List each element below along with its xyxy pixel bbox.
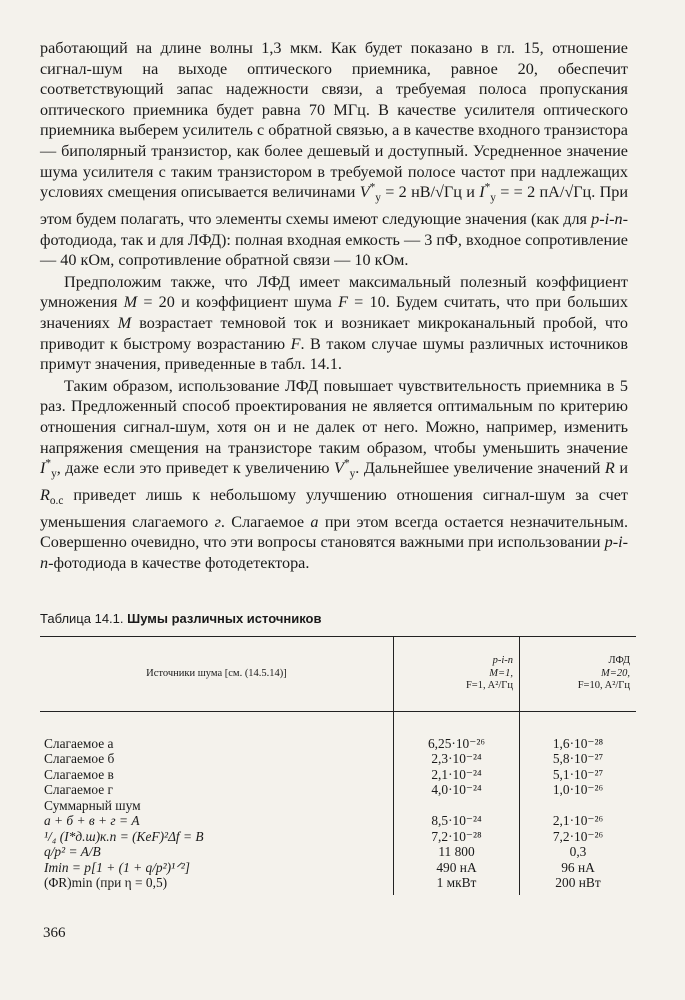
row-pin-value: 2,1·10⁻²⁴ bbox=[394, 767, 520, 783]
row-pin-value: 490 нА bbox=[394, 860, 520, 876]
table-row bbox=[40, 782, 636, 798]
page-number: 366 bbox=[43, 925, 66, 941]
body-text bbox=[40, 38, 628, 574]
row-apd-value: 5,8·10⁻²⁷ bbox=[552, 751, 604, 766]
header-pin-line-3: F=1, A²/Гц bbox=[465, 680, 513, 691]
row-label: а + б + в + г = A bbox=[40, 813, 394, 829]
row-apd-value: 5,1·10⁻²⁷ bbox=[552, 766, 604, 782]
table-caption-number: Таблица 14.1. bbox=[40, 611, 124, 626]
row-label: q/p² = A/B bbox=[40, 844, 394, 860]
header-pin-line-1: p-i-n bbox=[492, 655, 513, 666]
paragraph-1: работающий на длине волны 1,3 мкм. Как будет показано в гл. 15, отношение сигнал-шум на выходе оптического приемника, равное 20, обеспечит соответствующий запас надежности связи, а требуемая полоса пропускания оптического приемника будет равна 70 МГц. В качестве усилителя оптического приемника выберем усилитель с обратной связью, а в качестве входного транзистора — биполярный транзистор, как более дешевый и доступный. Усредненное значение шума усилителя с таким транзистором в требуемой полосе частот при надлежащих условиях смещения описывается величинами $V^*_y = 2$ нВ/√Гц и $I^*_y$ = = 2 пА/√Гц. При этом будем полагать, что элементы схемы имеют следующие значения (как для p-i-n-фотодиода, так и для ЛФД): полная входная емкость — 3 пФ, входное сопротивление — 40 кОм, сопротивление обратной связи — 10 кОм. bbox=[40, 39, 629, 270]
row-apd-value: 1,6·10⁻²⁸ bbox=[552, 735, 604, 751]
table-row bbox=[40, 813, 636, 829]
table-caption-title: Шумы различных источников bbox=[127, 611, 322, 626]
row-label: (ΦR)min (при η = 0,5) bbox=[40, 875, 394, 891]
row-pin-value: 11 800 bbox=[394, 844, 520, 860]
header-apd-line-3: F=10, A²/Гц bbox=[577, 680, 630, 691]
row-label: Слагаемое в bbox=[40, 767, 394, 783]
row-label: Суммарный шум bbox=[40, 798, 394, 814]
paragraph-3: Таким образом, использование ЛФД повышает чувствительность приемника в 5 раз. Предложенный способ проектирования не является оптимальным по критерию отношения сигнал-шум, хотя он и не далек от него. Можно, например, изменить напряжения смещения на транзисторе таким образом, чтобы уменьшить значение $I^*_y$, даже если это приведет к увеличению $V^*_y$. Дальнейшее увеличение значений R и $R_{о.с}$ приведет лишь к небольшому улучшению отношения сигнал-шум за счет уменьшения слагаемого г. Слагаемое a при этом всегда остается незначительным. Совершенно очевидно, что эти вопросы становятся важными при использовании p-i-n-фотодиода в качестве фотодетектора. bbox=[40, 376, 628, 572]
row-apd-value: 0,3 bbox=[569, 844, 587, 859]
row-apd-value: 200 нВт bbox=[555, 875, 601, 890]
spacer-row bbox=[40, 891, 636, 895]
table-row bbox=[40, 844, 636, 860]
header-apd-line-2: M=20, bbox=[601, 667, 630, 679]
table-row bbox=[40, 860, 636, 876]
table-row bbox=[40, 767, 636, 783]
row-apd-value: 1,0·10⁻²⁶ bbox=[552, 782, 604, 797]
row-pin-value: 6,25·10⁻²⁶ bbox=[394, 736, 520, 752]
row-pin-value: 2,3·10⁻²⁴ bbox=[394, 751, 520, 767]
row-pin-value bbox=[394, 798, 520, 814]
row-apd-value bbox=[520, 798, 637, 814]
header-apd-line-1: ЛФД bbox=[608, 655, 630, 666]
paragraph-2: Предположим также, что ЛФД имеет максимальный полезный коэффициент умножения M = 20 и коэффициент шума F = 10. Будем считать, что при больших значениях M возрастает темновой ток и возникает микроканальный пробой, что приводит к быстрому возрастанию F. В таком случае шумы различных источников примут значения, приведенные в табл. 14.1. bbox=[40, 272, 629, 374]
spacer-row bbox=[40, 711, 636, 736]
row-apd-value: 2,1·10⁻²⁶ bbox=[552, 813, 604, 828]
row-apd-value: 96 нА bbox=[561, 859, 595, 875]
row-pin-value: 8,5·10⁻²⁴ bbox=[394, 813, 520, 829]
header-pin bbox=[394, 637, 520, 712]
row-label: Слагаемое а bbox=[40, 736, 394, 752]
row-label: Слагаемое г bbox=[40, 782, 394, 798]
row-apd-value: 7,2·10⁻²⁶ bbox=[552, 828, 604, 844]
table-caption bbox=[40, 611, 321, 626]
table-row bbox=[40, 798, 636, 814]
row-label: Слагаемое б bbox=[40, 751, 394, 767]
noise-table bbox=[40, 636, 636, 895]
header-source: Источники шума [см. (14.5.14)] bbox=[40, 637, 394, 712]
row-pin-value: 7,2·10⁻²⁸ bbox=[394, 829, 520, 845]
header-apd bbox=[520, 637, 637, 712]
row-pin-value: 4,0·10⁻²⁴ bbox=[394, 782, 520, 798]
row-label: Imin = p[1 + (1 + q/p²)¹ᐟ²] bbox=[40, 860, 394, 876]
table-row bbox=[40, 829, 636, 845]
table-header-row bbox=[40, 637, 636, 712]
table-row bbox=[40, 751, 636, 767]
row-pin-value: 1 мкВт bbox=[394, 875, 520, 891]
row-label: ¹/₄ (I*д.ш)к.п = (KeF)²Δf = B bbox=[40, 829, 394, 845]
header-pin-line-2: M=1, bbox=[489, 667, 513, 679]
table-row bbox=[40, 736, 636, 752]
table-row bbox=[40, 875, 636, 891]
